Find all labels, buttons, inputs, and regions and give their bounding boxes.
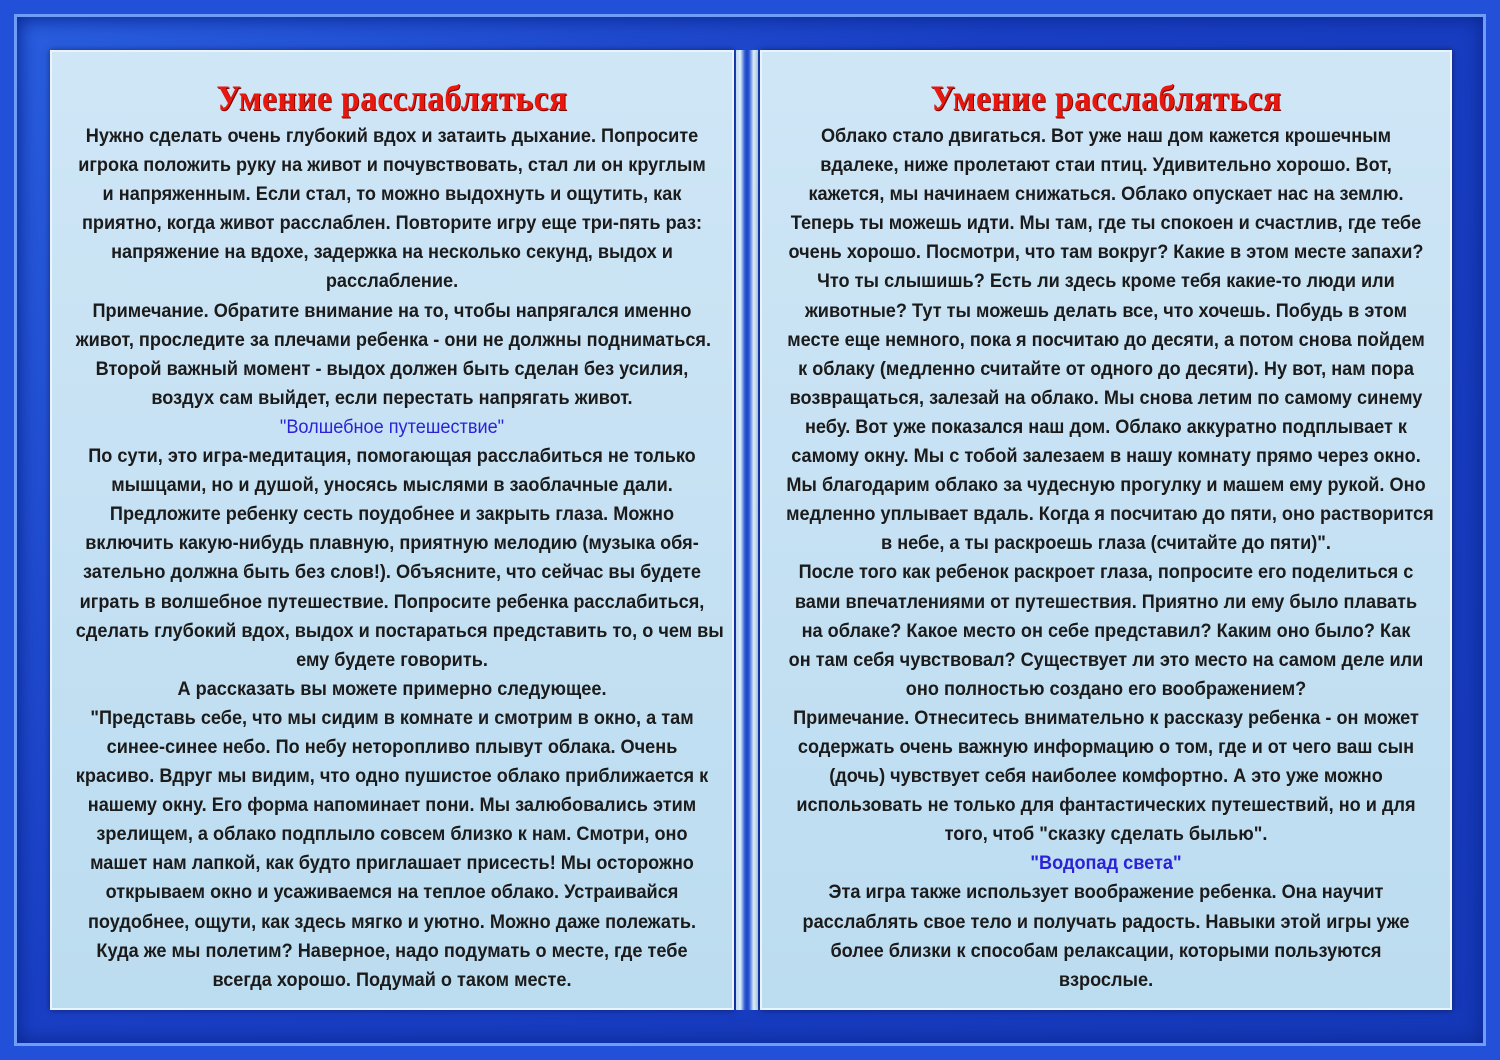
text-line: на облаке? Какое место он себе представил? Каким оно было? Как bbox=[801, 619, 1411, 642]
text-line: Примечание. Обратите внимание на то, чтобы напрягался именно bbox=[92, 299, 692, 322]
text-line: медленно уплывает вдаль. Когда я посчитаю до пяти, оно растворится bbox=[786, 503, 1434, 526]
left-subtitle: "Волшебное путешествие" bbox=[279, 415, 505, 438]
text-line: всегда хорошо. Подумай о таком месте. bbox=[212, 968, 572, 991]
text-line: синее-синее небо. По небу неторопливо плывут облака. Очень bbox=[106, 735, 678, 758]
text-line: Что ты слышишь? Есть ли здесь кроме тебя какие-то люди или bbox=[817, 270, 1395, 293]
text-line: воздух сам выйдет, если перестать напрягать живот. bbox=[151, 386, 633, 409]
text-line: По сути, это игра-медитация, помогающая расслабиться не только bbox=[88, 445, 696, 468]
text-line: вдалеке, ниже пролетают стаи птиц. Удивительно хорошо. Вот, bbox=[820, 154, 1392, 177]
text-line: небу. Вот уже показался наш дом. Облако аккуратно подплывает к bbox=[804, 415, 1408, 438]
text-line: к облаку (медленно считайте от одного до десяти). Ну вот, нам пора bbox=[798, 357, 1414, 380]
right-subtitle: "Водопад света" bbox=[1030, 852, 1182, 875]
text-line: Нужно сделать очень глубокий вдох и затаить дыхание. Попросите bbox=[85, 125, 699, 147]
text-line: расслабление. bbox=[325, 270, 459, 293]
text-line: нашему окну. Его форма напоминает пони. Мы залюбовались этим bbox=[87, 794, 697, 817]
text-line: расслаблять свое тело и получать радость. Навыки этой игры уже bbox=[802, 910, 1410, 933]
text-line: машет нам лапкой, как будто приглашает присесть! Мы осторожно bbox=[90, 852, 694, 875]
text-line: мышцами, но и душой, уносясь мыслями в заоблачные дали. bbox=[111, 474, 673, 497]
right-title: Умение расслабляться bbox=[930, 78, 1282, 118]
text-line: Облако стало двигаться. Вот уже наш дом кажется крошечным bbox=[820, 125, 1392, 147]
text-line: кажется, мы начинаем снижаться. Облако опускает нас на землю. bbox=[808, 183, 1404, 206]
text-line: очень хорошо. Посмотри, что там вокруг? Какие в этом месте запахи? bbox=[788, 241, 1424, 264]
text-line: более близки к способам релаксации, которыми пользуются bbox=[830, 939, 1382, 962]
left-text-block-1 bbox=[75, 122, 712, 413]
right-panel bbox=[760, 50, 1452, 1010]
left-panel bbox=[50, 50, 734, 1010]
text-line: зрелищем, а облако подплыло совсем близко к нам. Смотри, оно bbox=[96, 823, 688, 846]
text-line: вами впечатлениями от путешествия. Приятно ли ему было плавать bbox=[794, 590, 1418, 613]
text-line: включить какую-нибудь плавную, приятную мелодию (музыка обя- bbox=[85, 532, 699, 555]
text-line: оно полностью создано его воображением? bbox=[905, 677, 1307, 700]
right-text-block-2 bbox=[786, 878, 1426, 994]
text-line: "Представь себе, что мы сидим в комнате и смотрим в окно, а там bbox=[90, 706, 694, 729]
text-line: Эта игра также использует воображение ребенка. Она научит bbox=[828, 881, 1384, 904]
text-line: возвращаться, залезай на облако. Мы снова летим по самому синему bbox=[789, 386, 1423, 409]
right-text-block-1 bbox=[786, 122, 1434, 849]
text-line: Куда же мы полетим? Наверное, надо подумать о месте, где тебе bbox=[96, 939, 688, 962]
text-line: взрослые. bbox=[1058, 968, 1154, 991]
text-line: содержать очень важную информацию о том, где и от чего ваш сын bbox=[797, 735, 1415, 758]
text-line: играть в волшебное путешествие. Попросите ребенка расслабиться, bbox=[79, 590, 705, 613]
left-column bbox=[75, 52, 724, 1008]
text-line: Предложите ребенку сесть поудобнее и закрыть глаза. Можно bbox=[109, 503, 675, 526]
left-title: Умение расслабляться bbox=[216, 78, 568, 118]
text-line: и напряженным. Если стал, то можно выдохнуть и ощутить, как bbox=[102, 183, 682, 206]
text-line: Теперь ты можешь идти. Мы там, где ты спокоен и счастлив, где тебе bbox=[790, 212, 1422, 235]
text-line: открываем окно и усаживаемся на теплое облако. Устраивайся bbox=[105, 881, 679, 904]
text-line: живот, проследите за плечами ребенка - они не должны подниматься. bbox=[75, 328, 712, 351]
text-line: А рассказать вы можете примерно следующее. bbox=[177, 677, 607, 700]
text-line: (дочь) чувствует себя наиболее комфортно. А это уже можно bbox=[829, 765, 1383, 788]
text-line: зательно должна быть без слов!). Объясните, что сейчас вы будете bbox=[82, 561, 702, 584]
text-line: использовать не только для фантастических путешествий, но и для bbox=[796, 794, 1416, 817]
text-line: красиво. Вдруг мы видим, что одно пушистое облако приближается к bbox=[75, 765, 709, 788]
text-line: напряжение на вдохе, задержка на несколько секунд, выдох и bbox=[111, 241, 673, 264]
text-line: поудобнее, ощути, как здесь мягко и уютно. Можно даже полежать. bbox=[87, 910, 697, 933]
left-text-block-2 bbox=[75, 442, 724, 995]
text-line: месте еще немного, пока я посчитаю до десяти, а потом снова пойдем bbox=[787, 328, 1425, 351]
text-line: Второй важный момент - выдох должен быть сделан без усилия, bbox=[95, 357, 689, 380]
text-line: приятно, когда живот расслаблен. Повторите игру еще три-пять раз: bbox=[81, 212, 703, 235]
text-line: в небе, а ты раскроешь глаза (считайте до пяти)". bbox=[881, 532, 1331, 555]
text-line: Примечание. Отнеситесь внимательно к рассказу ребенка - он может bbox=[793, 706, 1419, 729]
right-column bbox=[786, 52, 1434, 1008]
text-line: самому окну. Мы с тобой залезаем в нашу комнату прямо через окно. bbox=[791, 445, 1421, 468]
text-line: игрока положить руку на живот и почувствовать, стал ли он круглым bbox=[78, 154, 706, 177]
text-line: Мы благодарим облако за чудесную прогулку и машем ему рукой. Оно bbox=[786, 474, 1426, 497]
text-line: того, чтоб "сказку сделать былью". bbox=[944, 823, 1268, 846]
text-line: он там себя чувствовал? Существует ли это место на самом деле или bbox=[788, 648, 1424, 671]
text-line: ему будете говорить. bbox=[296, 648, 488, 671]
text-line: После того как ребенок раскроет глаза, попросите его поделиться с bbox=[798, 561, 1414, 584]
text-line: сделать глубокий вдох, выдох и постараться представить то, о чем вы bbox=[75, 619, 724, 642]
center-divider bbox=[736, 50, 758, 1010]
text-line: животные? Тут ты можешь делать все, что хочешь. Побудь в этом bbox=[804, 299, 1408, 322]
